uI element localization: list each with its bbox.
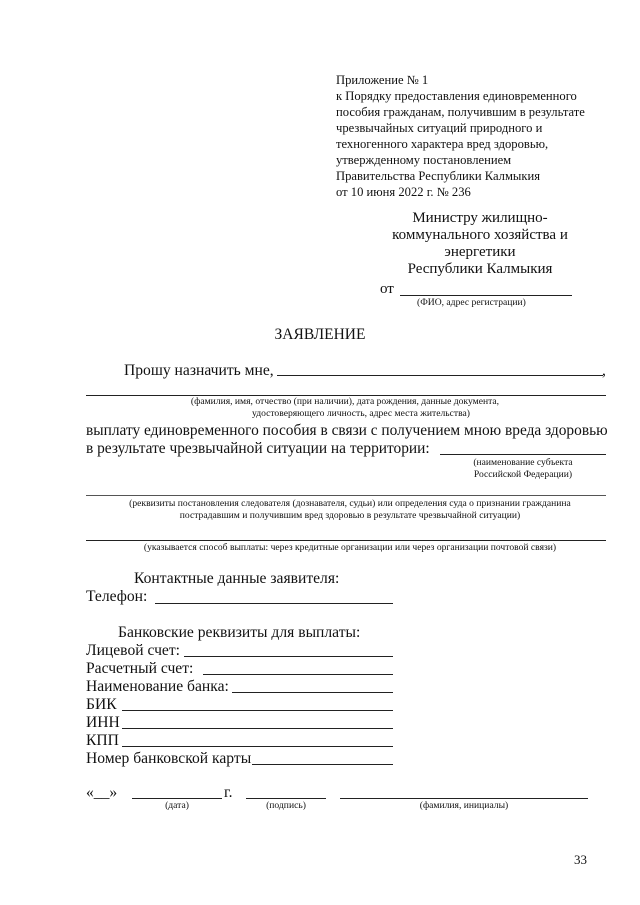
date-day-field[interactable]: «__»	[86, 784, 118, 801]
decree-field[interactable]	[86, 495, 606, 496]
request-comma: ,	[602, 362, 606, 379]
addressee-line: энергетики	[444, 244, 516, 260]
bank-heading: Банковские реквизиты для выплаты:	[118, 624, 361, 641]
signature-caption: (подпись)	[266, 800, 306, 811]
inn-label: ИНН	[86, 714, 120, 731]
card-number-label: Номер банковской карты	[86, 750, 252, 767]
kpp-field[interactable]	[122, 746, 393, 747]
decree-caption: (реквизиты постановления следователя (дознавателя, судьи) или определения суда о признании гражданина	[129, 498, 571, 509]
settlement-account-label: Расчетный счет:	[86, 660, 194, 677]
annex-line: пособия гражданам, получившим в результате	[336, 105, 585, 119]
request-text-line: в результате чрезвычайной ситуации на территории:	[86, 440, 430, 457]
addressee-line: Министру жилищно-	[412, 210, 548, 226]
account-field[interactable]	[184, 656, 393, 657]
addressee-line: Республики Калмыкия	[407, 261, 553, 277]
kpp-label: КПП	[86, 732, 119, 749]
page-number: 33	[574, 852, 587, 867]
bank-name-field[interactable]	[232, 692, 393, 693]
contacts-heading: Контактные данные заявителя:	[134, 570, 340, 587]
document-heading: ЗАЯВЛЕНИЕ	[274, 326, 366, 343]
annex-line: от 10 июня 2022 г. № 236	[336, 185, 471, 199]
annex-line: чрезвычайных ситуаций природного и	[336, 121, 543, 135]
from-label: от	[380, 281, 394, 297]
bik-field[interactable]	[122, 710, 393, 711]
name-initials-field[interactable]	[340, 798, 588, 799]
applicant-caption: удостоверяющего личность, адрес места жительства)	[252, 408, 470, 419]
settlement-account-field[interactable]	[203, 674, 393, 675]
date-caption: (дата)	[165, 800, 189, 811]
year-suffix: г.	[224, 784, 233, 801]
inn-field[interactable]	[122, 728, 393, 729]
signature-field[interactable]	[246, 798, 326, 799]
payment-method-field[interactable]	[86, 540, 606, 541]
region-caption: Российской Федерации)	[473, 469, 573, 480]
addressee-line: коммунального хозяйства и	[392, 227, 568, 243]
applicant-caption: (фамилия, имя, отчество (при наличии), дата рождения, данные документа,	[190, 396, 500, 407]
phone-field[interactable]	[155, 603, 393, 604]
from-caption: (ФИО, адрес регистрации)	[417, 297, 526, 308]
annex-title: Приложение № 1	[336, 73, 429, 87]
request-label: Прошу назначить мне,	[124, 362, 274, 379]
date-field[interactable]	[132, 798, 222, 799]
from-field[interactable]	[400, 295, 572, 296]
annex-line: к Порядку предоставления единовременного	[336, 89, 577, 103]
region-caption: (наименование субъекта	[473, 457, 573, 468]
payment-caption: (указывается способ выплаты: через кредитные организации или через организации почтовой связи)	[143, 542, 557, 553]
applicant-name-field[interactable]	[277, 375, 603, 376]
annex-line: техногенного характера вред здоровью,	[336, 137, 549, 151]
account-label: Лицевой счет:	[86, 642, 181, 659]
bank-name-label: Наименование банка:	[86, 678, 229, 695]
region-field[interactable]	[440, 454, 606, 455]
bik-label: БИК	[86, 696, 117, 713]
card-number-field[interactable]	[252, 764, 393, 765]
name-initials-caption: (фамилия, инициалы)	[419, 800, 509, 811]
phone-label: Телефон:	[86, 588, 148, 605]
request-text-line: выплату единовременного пособия в связи с получением мною вреда здоровью	[86, 422, 608, 439]
annex-line: утвержденному постановлением	[336, 153, 512, 167]
annex-line: Правительства Республики Калмыкия	[336, 169, 541, 183]
decree-caption: пострадавшим и получившим вред здоровью в результате чрезвычайной ситуации)	[179, 510, 521, 521]
